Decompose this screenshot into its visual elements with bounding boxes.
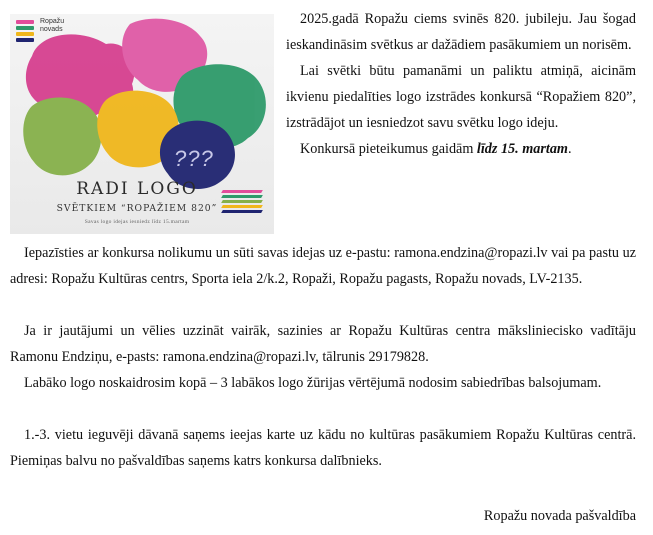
poster-title: RADI LOGO [76, 179, 198, 199]
stripe-olive [221, 200, 263, 203]
paragraph-3-suffix: . [567, 141, 572, 157]
stripe-yellow [221, 205, 263, 208]
brand-name-line2: novads [40, 26, 63, 33]
blob-olive [23, 97, 101, 175]
intro-text [286, 6, 636, 162]
poster-note: Savas logo idejas iesniedz līdz 15.martam [84, 219, 190, 225]
paragraph-1: 2025.gadā Ropažu ciems svinēs 820. jubileju. Jau šogad ieskandināsim svētkus ar dažādiem pasākumiem un norisēm. [286, 11, 636, 53]
brand-bar [16, 32, 34, 36]
paragraph-5-block [10, 318, 636, 370]
paragraph-4-block [10, 240, 636, 292]
stripe-navy [221, 210, 263, 213]
brand-bar [16, 26, 34, 30]
poster-subtitle: SVĒTKIEM “ROPAŽIEM 820” [56, 203, 218, 214]
paragraph-6: Labāko logo noskaidrosim kopā – 3 labākos logo žūrijas vērtējumā nodosim sabiedrības balsojumam. [24, 375, 602, 391]
paragraph-3-prefix: Konkursā pieteikumus gaidām [300, 141, 477, 157]
brand-name [40, 18, 64, 34]
paragraph-6-block [10, 370, 636, 396]
paragraph-5: Ja ir jautājumi un vēlies uzzināt vairāk, sazinies ar Ropažu Kultūras centra mākslinieciskо vadītāju Ramonu Endziņu, e-pasts: ramona.endzina@ropazi.lv, tālrunis 29179828. [10, 323, 636, 365]
stripe-green [221, 195, 263, 198]
question-marks: ??? [174, 146, 214, 171]
paragraph-3 [286, 136, 636, 162]
poster-stripes [222, 190, 262, 215]
paragraph-2: Lai svētki būtu pamanāmi un paliktu atmiņā, aicinām ikvienu piedalīties logo izstrādes konkursā “Ropažiem 820”, izstrādājot un iesniedzot savu svētku logo ideju. [286, 63, 636, 131]
paragraph-4: Iepazīsties ar konkursa nolikumu un sūti savas idejas uz e-pastu: ramona.endzina@ropazi.lv vai pa pastu uz adresi: Ropažu Kultūras centrs, Sporta iela 2/k.2, Ropaži, Ropažu pagasts, Ropažu novads, LV-2135. [10, 245, 636, 287]
paragraph-7: 1.-3. vietu ieguvēji dāvanā saņems ieejas karte uz kādu no kultūras pasākumiem Ropažu Kultūras centrā. Piemiņas balvu no pašvaldības saņems katrs konkursa dalībnieks. [10, 427, 636, 469]
signature: Ropažu novada pašvaldība [483, 508, 636, 524]
brand-name-line1: Ropažu [40, 18, 65, 25]
brand-bar [16, 20, 34, 24]
deadline: līdz 15. martam [476, 141, 568, 157]
poster-image [10, 14, 274, 234]
brand-bar [16, 38, 34, 42]
brand-mark [16, 20, 34, 44]
paragraph-7-block [10, 422, 636, 474]
stripe-pink [221, 190, 263, 193]
